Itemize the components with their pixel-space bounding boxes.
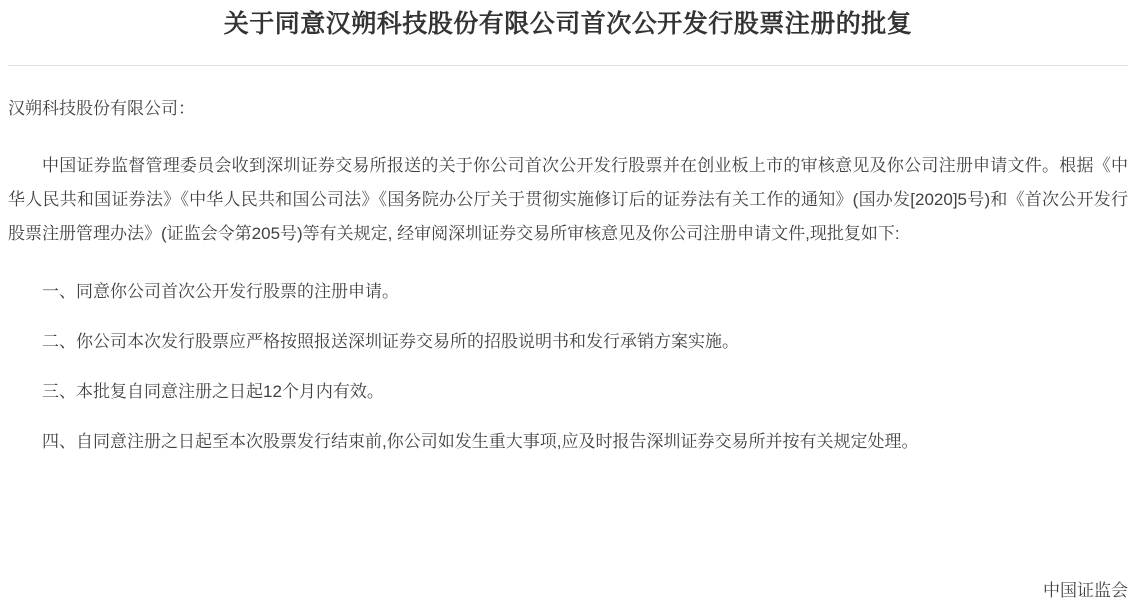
approval-item-2: 二、你公司本次发行股票应严格按照报送深圳证券交易所的招股说明书和发行承销方案实施。 xyxy=(42,332,739,351)
approval-item-3: 三、本批复自同意注册之日起12个月内有效。 xyxy=(42,382,384,401)
salutation-line: 汉朔科技股份有限公司： xyxy=(8,99,195,118)
document-title: 关于同意汉朔科技股份有限公司首次公开发行股票注册的批复 xyxy=(223,10,913,38)
approval-item-1: 一、同意你公司首次公开发行股票的注册申请。 xyxy=(42,282,399,301)
intro-paragraph: 中国证券监督管理委员会收到深圳证券交易所报送的关于你公司首次公开发行股票并在创业板上市的审核意见及你公司注册申请文件。根据《中华人民共和国证券法》《中华人民共和国公司法》《国务院办公厅关于贯彻实施修订后的证券法有关工作的通知》(国办发[2020]5号)和《首次公开发行股票注册管理办法》(证监会令第205号)等有关规定, 经审阅深圳证券交易所审核意见及你公司注册申请文件,现批复如下: xyxy=(8,156,1128,243)
approval-item-4: 四、自同意注册之日起至本次股票发行结束前,你公司如发生重大事项,应及时报告深圳证券交易所并按有关规定处理。 xyxy=(42,432,919,451)
title-divider xyxy=(8,65,1128,66)
issuer-signature: 中国证监会 xyxy=(1043,581,1128,600)
document-body xyxy=(8,92,1128,459)
